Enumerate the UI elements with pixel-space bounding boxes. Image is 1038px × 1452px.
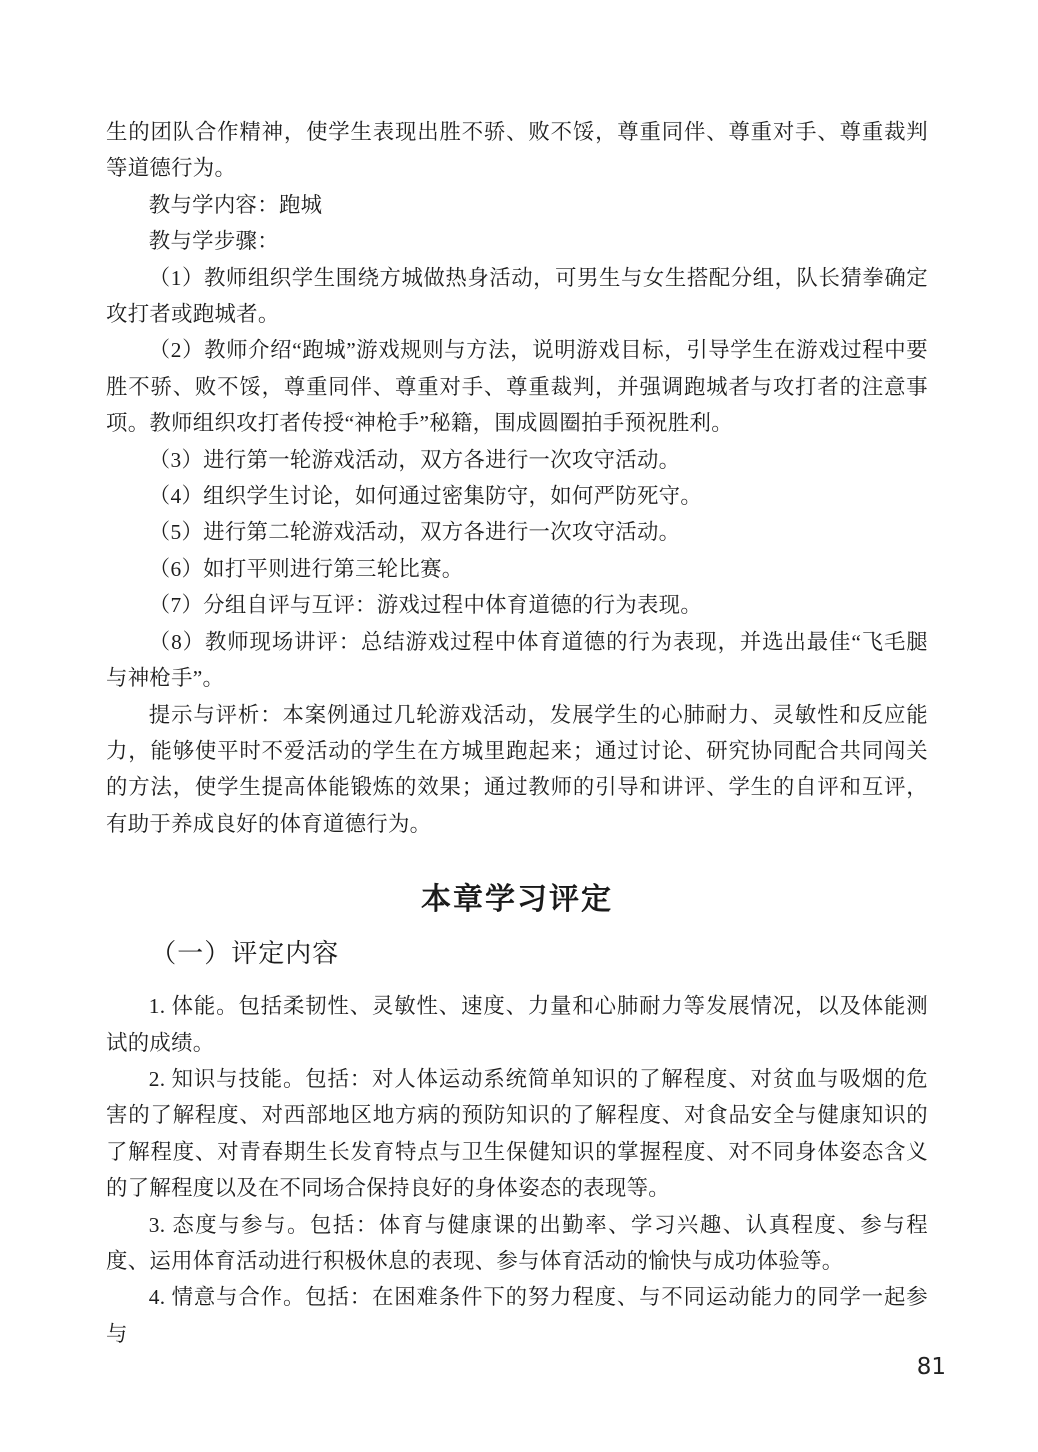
body-paragraph-step-5: （5）进行第二轮游戏活动，双方各进行一次攻守活动。 — [148, 520, 681, 545]
section-heading: （一）评定内容 — [150, 939, 340, 969]
body-paragraph-step-3: （3）进行第一轮游戏活动，双方各进行一次攻守活动。 — [148, 447, 681, 472]
body-paragraph-step-6: （6）如打平则进行第三轮比赛。 — [148, 556, 464, 581]
body-paragraph-teaching-steps: 教与学步骤： — [148, 229, 279, 254]
body-paragraph-step-8: （8）教师现场讲评：总结游戏过程中体育道德的行为表现，并选出最佳“飞毛腿与神枪手”。 — [106, 629, 928, 691]
body-paragraph-step-2: （2）教师介绍“跑城”游戏规则与方法，说明游戏目标，引导学生在游戏过程中要胜不骄、败不馁，尊重同伴、尊重对手、尊重裁判，并强调跑城者与攻打者的注意事项。教师组织攻打者传授“神枪手”秘籍，围成圆圈拍手预祝胜利。 — [106, 338, 928, 436]
body-paragraph-step-7: （7）分组自评与互评：游戏过程中体育道德的行为表现。 — [148, 593, 703, 618]
chapter-heading: 本章学习评定 — [421, 882, 613, 918]
evaluation-item-3: 3. 态度与参与。包括：体育与健康课的出勤率、学习兴趣、认真程度、参与程度、运用体育活动进行积极休息的表现、参与体育活动的愉快与成功体验等。 — [106, 1212, 928, 1273]
body-paragraph-step-4: （4）组织学生讨论，如何通过密集防守，如何严防死守。 — [148, 484, 703, 509]
page-number: 81 — [916, 1354, 946, 1380]
evaluation-item-1: 1. 体能。包括柔韧性、灵敏性、速度、力量和心肺耐力等发展情况，以及体能测试的成绩。 — [106, 994, 928, 1055]
body-paragraph-teaching-content: 教与学内容：跑城 — [148, 192, 323, 217]
evaluation-item-2: 2. 知识与技能。包括：对人体运动系统简单知识的了解程度、对贫血与吸烟的危害的了解程度、对西部地区地方病的预防知识的了解程度、对食品安全与健康知识的了解程度、对青春期生长发育特点与卫生保健知识的掌握程度、对不同身体姿态含义的了解程度以及在不同场合保持良好的身体姿态的表现等。 — [106, 1066, 928, 1201]
page-content — [106, 114, 928, 1352]
evaluation-item-4: 4. 情意与合作。包括：在困难条件下的努力程度、与不同运动能力的同学一起参与 — [106, 1285, 928, 1346]
body-paragraph-tips-analysis: 提示与评析：本案例通过几轮游戏活动，发展学生的心肺耐力、灵敏性和反应能力，能够使平时不爱活动的学生在方城里跑起来；通过讨论、研究协同配合共同闯关的方法，使学生提高体能锻炼的效果；通过教师的引导和讲评、学生的自评和互评，有助于养成良好的体育道德行为。 — [106, 702, 928, 836]
body-paragraph-step-1: （1）教师组织学生围绕方城做热身活动，可男生与女生搭配分组，队长猜拳确定攻打者或跑城者。 — [106, 265, 928, 327]
body-paragraph-continuation: 生的团队合作精神，使学生表现出胜不骄、败不馁，尊重同伴、尊重对手、尊重裁判等道德行为。 — [106, 120, 928, 181]
